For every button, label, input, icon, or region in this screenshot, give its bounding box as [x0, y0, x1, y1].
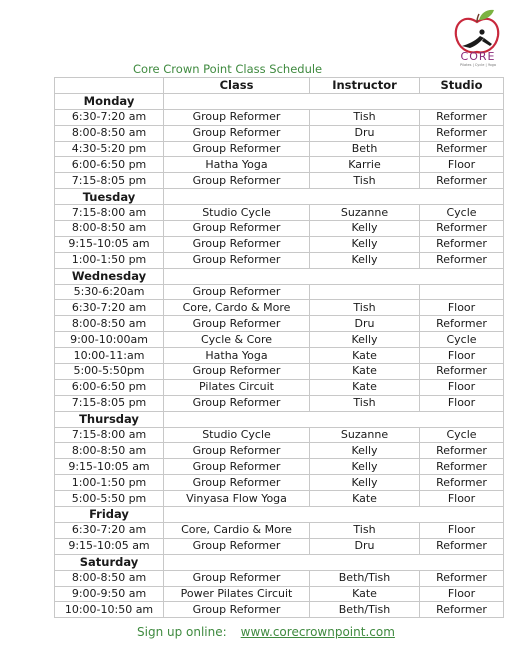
time-cell: 7:15-8:05 pm	[55, 395, 164, 411]
time-cell: 6:30-7:20 am	[55, 109, 164, 125]
studio-cell: Floor	[420, 348, 504, 364]
day-spacer	[164, 268, 504, 284]
table-row	[55, 395, 504, 411]
day-label: Friday	[55, 507, 164, 523]
time-cell: 6:00-6:50 pm	[55, 157, 164, 173]
class-cell: Group Reformer	[164, 236, 310, 252]
table-row	[55, 475, 504, 491]
instructor-cell: Suzanne	[310, 205, 420, 221]
class-cell: Group Reformer	[164, 109, 310, 125]
logo-tagline: Pilates | Cycle | Yoga	[459, 63, 497, 67]
instructor-cell: Dru	[310, 125, 420, 141]
studio-cell: Reformer	[420, 141, 504, 157]
instructor-cell: Kelly	[310, 475, 420, 491]
time-cell: 8:00-8:50 am	[55, 570, 164, 586]
day-row	[55, 268, 504, 284]
day-row	[55, 189, 504, 205]
studio-cell: Cycle	[420, 332, 504, 348]
table-row	[55, 300, 504, 316]
instructor-cell: Kelly	[310, 459, 420, 475]
class-cell: Group Reformer	[164, 141, 310, 157]
header-instructor: Instructor	[310, 78, 420, 94]
class-cell: Group Reformer	[164, 459, 310, 475]
instructor-cell: Kelly	[310, 221, 420, 237]
studio-cell: Reformer	[420, 125, 504, 141]
class-cell: Hatha Yoga	[164, 157, 310, 173]
instructor-cell: Tish	[310, 522, 420, 538]
time-cell: 9:15-10:05 am	[55, 236, 164, 252]
time-cell: 7:15-8:00 am	[55, 205, 164, 221]
day-label: Monday	[55, 93, 164, 109]
instructor-cell: Beth/Tish	[310, 570, 420, 586]
class-cell: Power Pilates Circuit	[164, 586, 310, 602]
day-label: Wednesday	[55, 268, 164, 284]
table-row	[55, 459, 504, 475]
studio-cell: Reformer	[420, 570, 504, 586]
studio-cell: Reformer	[420, 236, 504, 252]
studio-cell: Floor	[420, 522, 504, 538]
day-spacer	[164, 189, 504, 205]
day-label: Saturday	[55, 554, 164, 570]
day-spacer	[164, 93, 504, 109]
time-cell: 10:00-11:am	[55, 348, 164, 364]
schedule-table	[54, 77, 504, 618]
instructor-cell: Kelly	[310, 443, 420, 459]
time-cell: 1:00-1:50 pm	[55, 475, 164, 491]
time-cell: 1:00-1:50 pm	[55, 252, 164, 268]
day-row	[55, 411, 504, 427]
table-row	[55, 252, 504, 268]
studio-cell: Reformer	[420, 316, 504, 332]
time-cell: 4:30-5:20 pm	[55, 141, 164, 157]
time-cell: 6:00-6:50 pm	[55, 379, 164, 395]
instructor-cell: Beth/Tish	[310, 602, 420, 618]
table-row	[55, 221, 504, 237]
website-link[interactable]: www.corecrownpoint.com	[240, 625, 395, 639]
studio-cell: Reformer	[420, 364, 504, 380]
table-row	[55, 522, 504, 538]
table-row	[55, 284, 504, 300]
studio-cell: Reformer	[420, 538, 504, 554]
time-cell: 8:00-8:50 am	[55, 221, 164, 237]
table-row	[55, 316, 504, 332]
table-row	[55, 602, 504, 618]
table-row	[55, 348, 504, 364]
class-cell: Group Reformer	[164, 173, 310, 189]
studio-cell: Cycle	[420, 427, 504, 443]
table-row	[55, 379, 504, 395]
time-cell: 9:15-10:05 am	[55, 538, 164, 554]
studio-cell: Floor	[420, 379, 504, 395]
studio-cell: Floor	[420, 395, 504, 411]
instructor-cell: Kelly	[310, 252, 420, 268]
day-row	[55, 507, 504, 523]
class-cell: Core, Cardio & More	[164, 522, 310, 538]
day-row	[55, 554, 504, 570]
class-cell: Group Reformer	[164, 252, 310, 268]
studio-cell: Reformer	[420, 109, 504, 125]
day-spacer	[164, 411, 504, 427]
class-cell: Pilates Circuit	[164, 379, 310, 395]
studio-cell: Reformer	[420, 602, 504, 618]
table-row	[55, 157, 504, 173]
table-row	[55, 205, 504, 221]
header-studio: Studio	[420, 78, 504, 94]
class-cell: Group Reformer	[164, 538, 310, 554]
table-row	[55, 364, 504, 380]
page-title: Core Crown Point Class Schedule	[133, 62, 323, 76]
instructor-cell: Kate	[310, 364, 420, 380]
table-row	[55, 427, 504, 443]
header-row	[55, 78, 504, 94]
table-row	[55, 443, 504, 459]
day-row	[55, 93, 504, 109]
signup-label: Sign up online:	[137, 625, 227, 639]
class-cell: Group Reformer	[164, 395, 310, 411]
class-cell: Group Reformer	[164, 443, 310, 459]
schedule-body	[55, 93, 504, 617]
table-row	[55, 125, 504, 141]
studio-cell: Floor	[420, 491, 504, 507]
time-cell: 5:00-5:50 pm	[55, 491, 164, 507]
instructor-cell: Kate	[310, 348, 420, 364]
studio-cell: Floor	[420, 157, 504, 173]
table-row	[55, 491, 504, 507]
class-cell: Hatha Yoga	[164, 348, 310, 364]
table-row	[55, 173, 504, 189]
table-row	[55, 141, 504, 157]
time-cell: 9:00-10:00am	[55, 332, 164, 348]
table-row	[55, 570, 504, 586]
instructor-cell: Beth	[310, 141, 420, 157]
day-spacer	[164, 507, 504, 523]
instructor-cell: Karrie	[310, 157, 420, 173]
time-cell: 5:00-5:50pm	[55, 364, 164, 380]
time-cell: 7:15-8:00 am	[55, 427, 164, 443]
class-cell: Cycle & Core	[164, 332, 310, 348]
time-cell: 8:00-8:50 am	[55, 125, 164, 141]
studio-cell: Reformer	[420, 459, 504, 475]
instructor-cell: Tish	[310, 173, 420, 189]
studio-cell: Reformer	[420, 252, 504, 268]
footer	[137, 625, 395, 639]
instructor-cell: Tish	[310, 109, 420, 125]
class-cell: Studio Cycle	[164, 427, 310, 443]
studio-cell: Reformer	[420, 221, 504, 237]
class-cell: Group Reformer	[164, 602, 310, 618]
header-class: Class	[164, 78, 310, 94]
class-cell: Group Reformer	[164, 221, 310, 237]
class-cell: Group Reformer	[164, 570, 310, 586]
class-cell: Studio Cycle	[164, 205, 310, 221]
time-cell: 8:00-8:50 am	[55, 443, 164, 459]
class-cell: Group Reformer	[164, 475, 310, 491]
table-row	[55, 236, 504, 252]
class-cell: Vinyasa Flow Yoga	[164, 491, 310, 507]
instructor-cell: Tish	[310, 300, 420, 316]
class-cell: Group Reformer	[164, 125, 310, 141]
instructor-cell: Kate	[310, 379, 420, 395]
studio-cell: Reformer	[420, 475, 504, 491]
class-cell: Core, Cardo & More	[164, 300, 310, 316]
class-cell: Group Reformer	[164, 364, 310, 380]
instructor-cell: Dru	[310, 316, 420, 332]
studio-cell: Reformer	[420, 443, 504, 459]
table-row	[55, 586, 504, 602]
logo-text: CORE	[460, 50, 496, 63]
instructor-cell: Kelly	[310, 236, 420, 252]
instructor-cell: Dru	[310, 538, 420, 554]
time-cell: 5:30-6:20am	[55, 284, 164, 300]
instructor-cell: Kate	[310, 491, 420, 507]
table-row	[55, 332, 504, 348]
instructor-cell: Tish	[310, 395, 420, 411]
day-spacer	[164, 554, 504, 570]
studio-cell: Floor	[420, 586, 504, 602]
time-cell: 10:00-10:50 am	[55, 602, 164, 618]
class-cell: Group Reformer	[164, 316, 310, 332]
studio-cell: Reformer	[420, 173, 504, 189]
time-cell: 7:15-8:05 pm	[55, 173, 164, 189]
instructor-cell	[310, 284, 420, 300]
time-cell: 6:30-7:20 am	[55, 300, 164, 316]
time-cell: 8:00-8:50 am	[55, 316, 164, 332]
header-time	[55, 78, 164, 94]
time-cell: 9:15-10:05 am	[55, 459, 164, 475]
day-label: Thursday	[55, 411, 164, 427]
instructor-cell: Kate	[310, 586, 420, 602]
time-cell: 9:00-9:50 am	[55, 586, 164, 602]
class-cell: Group Reformer	[164, 284, 310, 300]
studio-cell: Cycle	[420, 205, 504, 221]
instructor-cell: Suzanne	[310, 427, 420, 443]
table-row	[55, 538, 504, 554]
table-row	[55, 109, 504, 125]
day-label: Tuesday	[55, 189, 164, 205]
studio-cell: Floor	[420, 300, 504, 316]
instructor-cell: Kelly	[310, 332, 420, 348]
time-cell: 6:30-7:20 am	[55, 522, 164, 538]
studio-cell	[420, 284, 504, 300]
